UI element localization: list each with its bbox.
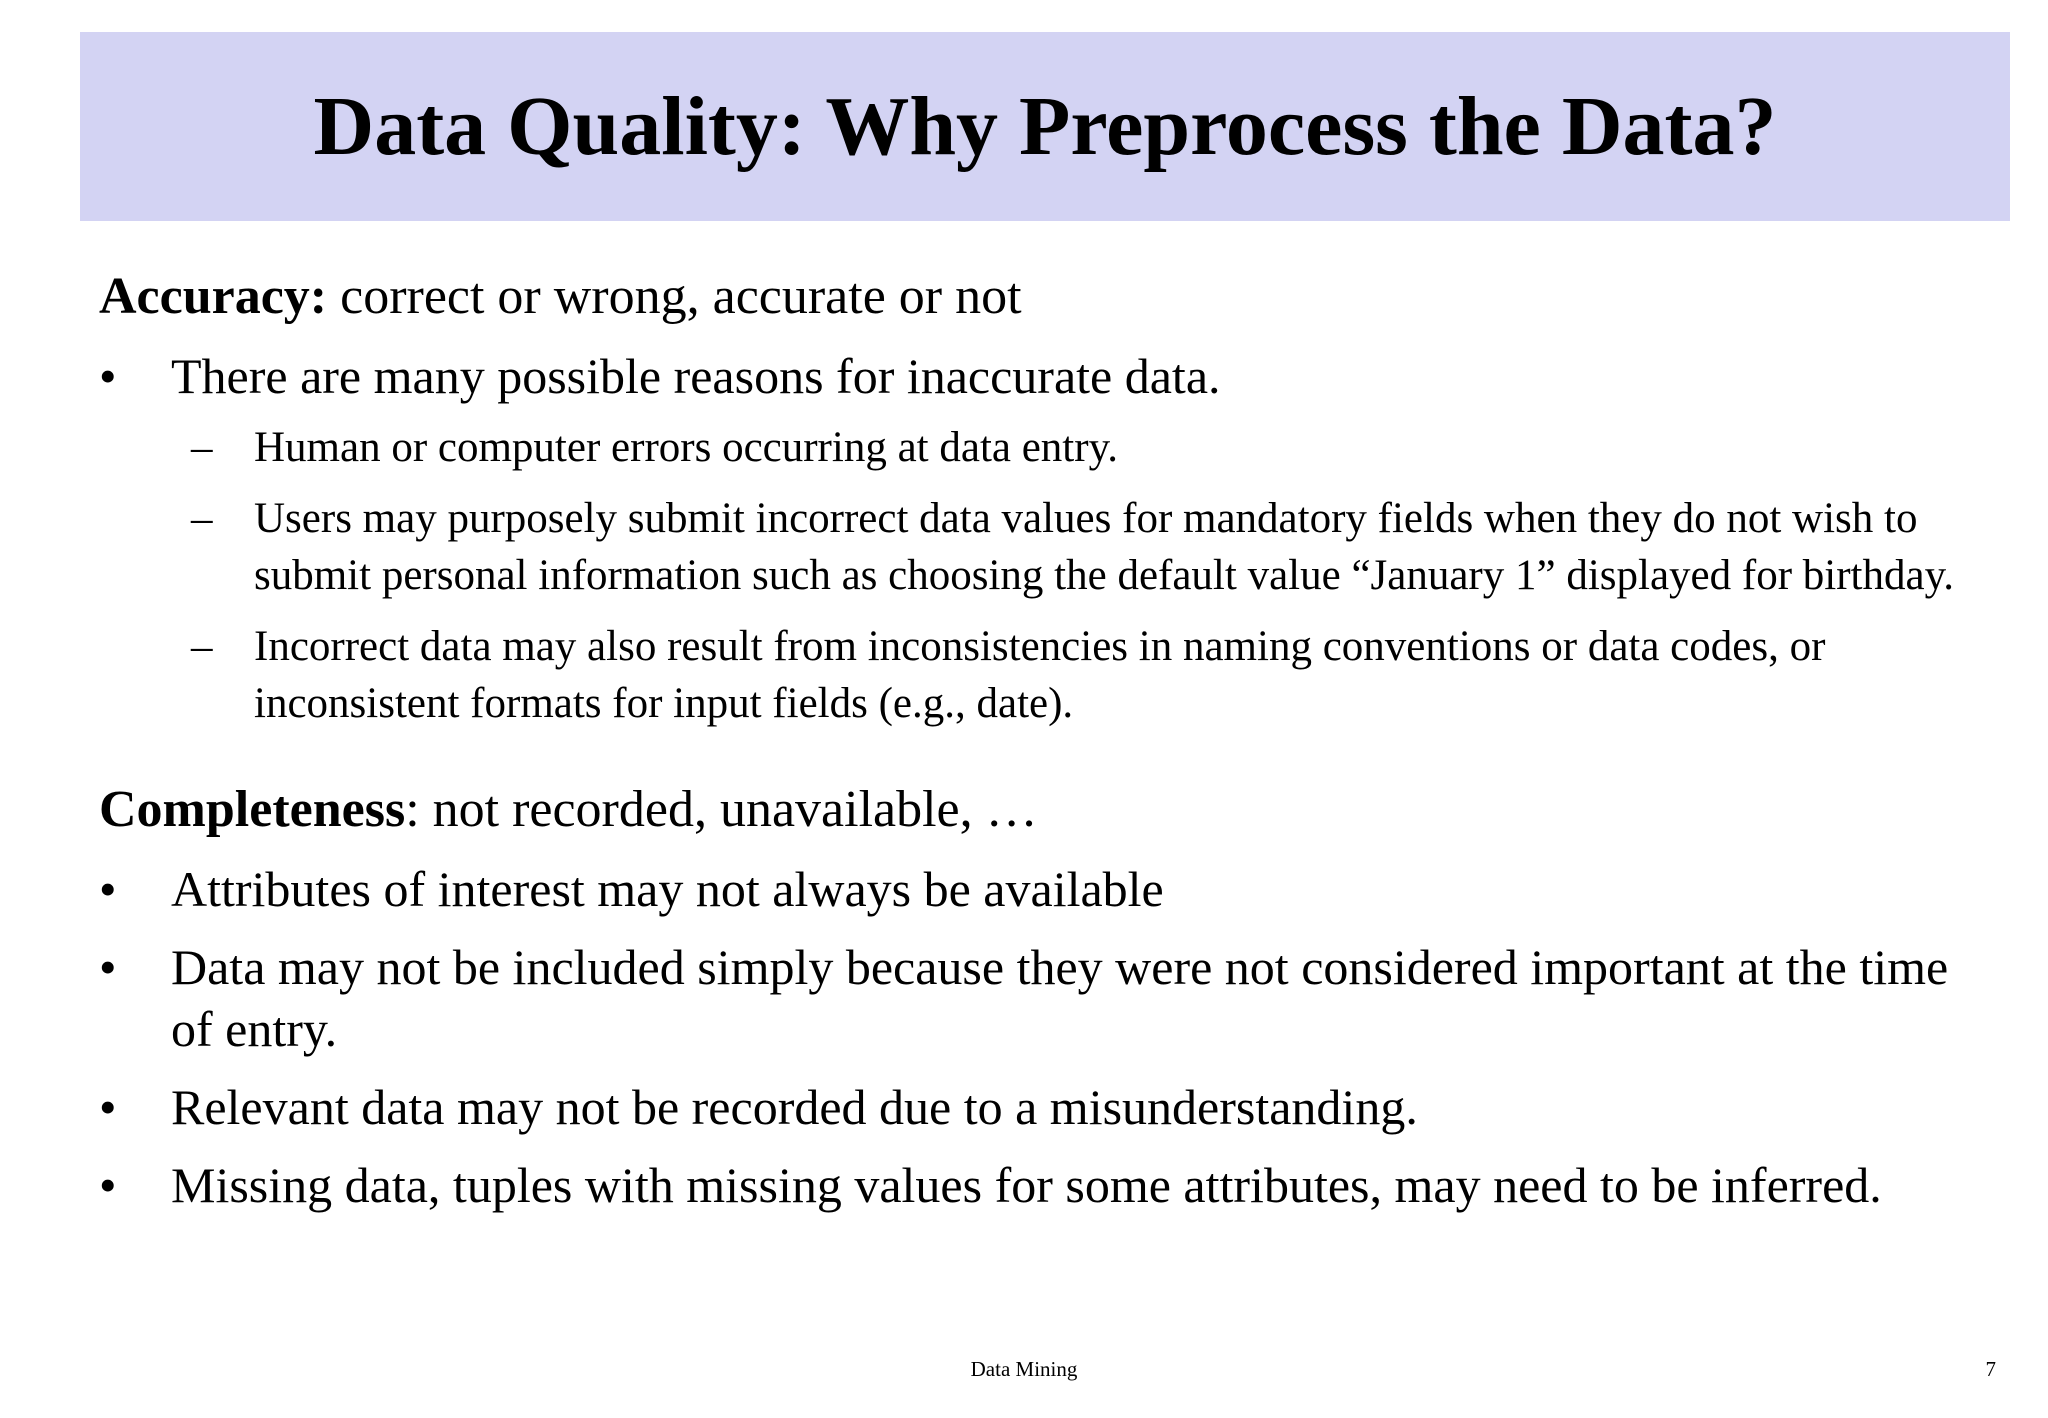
completeness-heading (99, 778, 1999, 842)
completeness-bullet-text: Relevant data may not be recorded due to a misunderstanding. (171, 1079, 1418, 1135)
accuracy-heading (99, 265, 1999, 329)
bullet-marker: • (99, 861, 117, 917)
completeness-bullet-text: Data may not be included simply because they were not considered important at the time of entry. (171, 939, 1949, 1057)
dash-marker: – (191, 424, 213, 471)
accuracy-sub-item-text: Users may purposely submit incorrect data values for mandatory fields when they do not wish to submit personal information such as choosing the default value “January 1” displayed for birthday. (254, 495, 1955, 599)
page-number: 7 (1985, 1357, 1996, 1381)
completeness-term: Completeness (99, 781, 406, 838)
accuracy-sub-item-text: Human or computer errors occurring at data entry. (254, 424, 1119, 471)
accuracy-bullet (99, 345, 1999, 407)
accuracy-sub-item (99, 490, 1999, 604)
bullet-marker: • (99, 1157, 117, 1213)
accuracy-sub-item-text: Incorrect data may also result from inconsistencies in naming conventions or data codes, or inconsistent formats for input fields (e.g., date). (254, 623, 1826, 727)
completeness-description: : not recorded, unavailable, … (405, 781, 1038, 838)
bullet-marker: • (99, 939, 117, 995)
title-banner (80, 32, 2010, 221)
completeness-bullet (99, 1154, 1999, 1216)
dash-marker: – (191, 623, 213, 670)
accuracy-bullet-text: There are many possible reasons for inaccurate data. (171, 348, 1221, 404)
dash-marker: – (191, 495, 213, 542)
footer-course-title: Data Mining (970, 1357, 1078, 1381)
completeness-bullet-text: Attributes of interest may not always be available (171, 861, 1164, 917)
completeness-bullet-text: Missing data, tuples with missing values for some attributes, may need to be inferred. (171, 1157, 1882, 1213)
accuracy-description: correct or wrong, accurate or not (327, 268, 1022, 325)
bullet-marker: • (99, 348, 117, 404)
slide-body (99, 265, 1999, 1216)
accuracy-sub-item (99, 618, 1999, 732)
accuracy-term: Accuracy: (99, 268, 328, 325)
slide-title: Data Quality: Why Preprocess the Data? (313, 79, 1777, 173)
completeness-bullet (99, 1076, 1999, 1138)
accuracy-sub-item (99, 419, 1999, 476)
completeness-bullet (99, 936, 1999, 1060)
completeness-bullet (99, 858, 1999, 920)
bullet-marker: • (99, 1079, 117, 1135)
